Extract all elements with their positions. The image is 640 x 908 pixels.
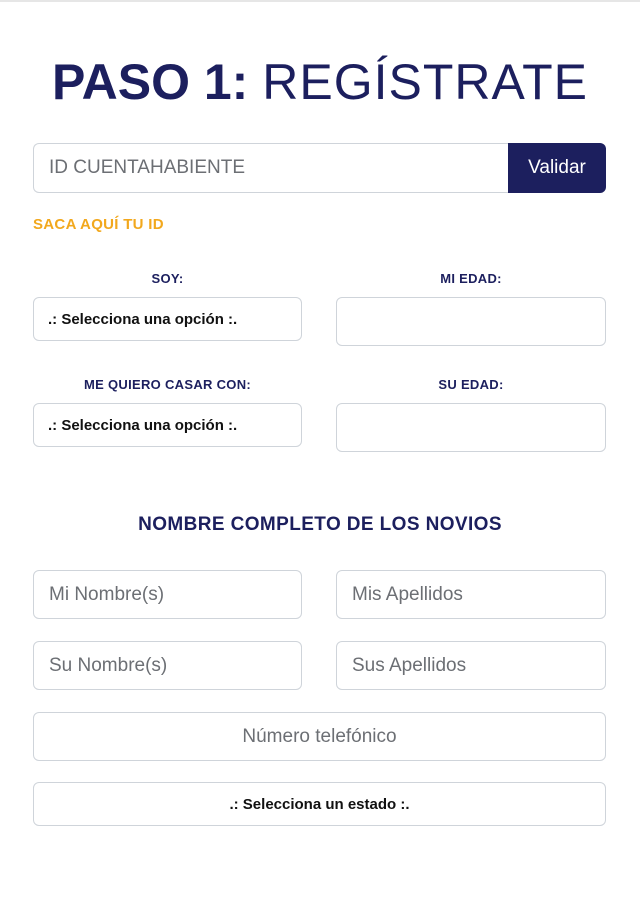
validate-button[interactable]: Validar (508, 143, 606, 193)
page-title-action: REGÍSTRATE (262, 54, 589, 110)
soy-select-value: .: Selecciona una opción :. (48, 310, 238, 328)
account-id-input[interactable] (33, 143, 508, 193)
casar-select-value: .: Selecciona una opción :. (48, 416, 238, 434)
su-nombre-input[interactable] (33, 641, 302, 690)
estado-select-value: .: Selecciona un estado :. (229, 795, 410, 813)
casar-label: ME QUIERO CASAR CON: (83, 377, 252, 392)
su-edad-input[interactable] (336, 403, 606, 452)
estado-select[interactable] (33, 782, 606, 826)
su-edad-label: SU EDAD: (438, 377, 504, 392)
page-title (0, 52, 640, 112)
mi-nombre-input[interactable] (33, 570, 302, 619)
top-divider (0, 0, 640, 2)
account-id-group (33, 143, 606, 193)
get-id-link[interactable]: SACA AQUÍ TU ID (33, 216, 164, 233)
telefono-input[interactable] (33, 712, 606, 761)
soy-label: SOY: (151, 271, 184, 286)
sus-apellidos-input[interactable] (336, 641, 606, 690)
mi-edad-input[interactable] (336, 297, 606, 346)
page-title-step: PASO 1: (51, 54, 249, 110)
names-section-title: NOMBRE COMPLETO DE LOS NOVIOS (138, 514, 502, 535)
soy-select[interactable] (33, 297, 302, 341)
mis-apellidos-input[interactable] (336, 570, 606, 619)
mi-edad-label: MI EDAD: (440, 271, 502, 286)
casar-select[interactable] (33, 403, 302, 447)
